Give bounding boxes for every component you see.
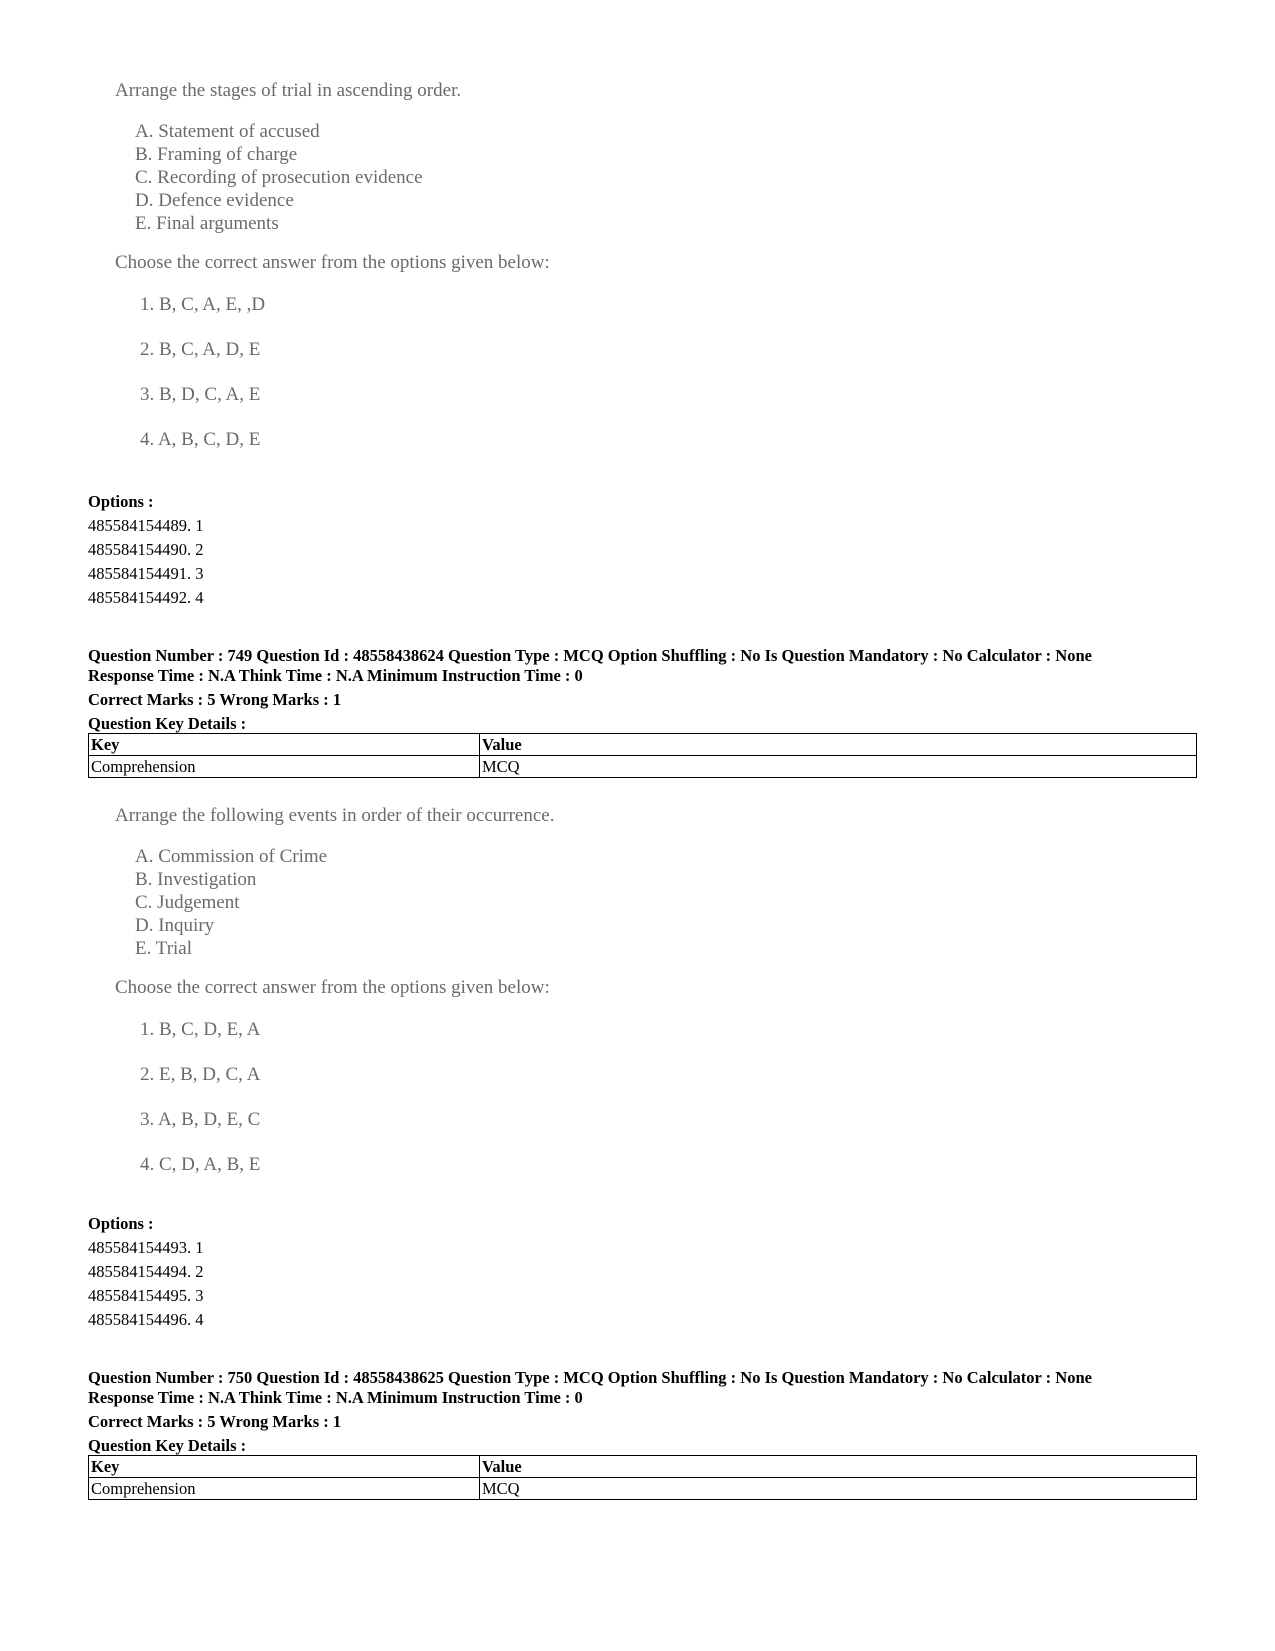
answer-prompt: Choose the correct answer from the options given below: xyxy=(115,252,550,273)
marks-line: Correct Marks : 5 Wrong Marks : 1 xyxy=(88,1412,342,1431)
table-header-key: Key xyxy=(89,734,480,756)
question-749-header xyxy=(88,646,1198,736)
question-meta-line: Question Number : 750 Question Id : 48558438625 Question Type : MCQ Option Shuffling : No Is Question Mandatory : No Calculator : None xyxy=(88,1368,1092,1387)
option-line: 485584154492. 4 xyxy=(88,588,204,607)
table-header-row xyxy=(89,734,1197,756)
option-line: 485584154496. 4 xyxy=(88,1310,204,1329)
choice-item: 2. E, B, D, C, A xyxy=(140,1064,261,1085)
question-key-table xyxy=(88,1455,1197,1500)
table-header-row xyxy=(89,1456,1197,1478)
choice-item: 2. B, C, A, D, E xyxy=(140,339,261,360)
statement-item: E. Trial xyxy=(135,938,193,959)
key-details-label: Question Key Details : xyxy=(88,1436,247,1455)
statement-item: C. Recording of prosecution evidence xyxy=(135,167,423,188)
statement-item: B. Investigation xyxy=(135,869,257,890)
statement-item: E. Final arguments xyxy=(135,213,279,234)
table-header-value: Value xyxy=(480,1456,1197,1478)
option-line: 485584154491. 3 xyxy=(88,564,204,583)
statement-item: A. Statement of accused xyxy=(135,121,320,142)
options-title: Options : xyxy=(88,492,154,511)
question-meta-line: Response Time : N.A Think Time : N.A Minimum Instruction Time : 0 xyxy=(88,666,583,685)
marks-line: Correct Marks : 5 Wrong Marks : 1 xyxy=(88,690,342,709)
table-header-value: Value xyxy=(480,734,1197,756)
statement-item: D. Defence evidence xyxy=(135,190,294,211)
table-header-key: Key xyxy=(89,1456,480,1478)
choice-item: 4. C, D, A, B, E xyxy=(140,1154,261,1175)
question-key-table xyxy=(88,733,1197,778)
statement-list xyxy=(135,845,327,960)
choice-item: 1. B, C, A, E, ,D xyxy=(140,294,266,315)
choice-list xyxy=(140,1018,260,1198)
key-details-label: Question Key Details : xyxy=(88,714,247,733)
choice-item: 1. B, C, D, E, A xyxy=(140,1019,261,1040)
choice-list xyxy=(140,293,265,473)
statement-item: B. Framing of charge xyxy=(135,144,298,165)
statement-item: D. Inquiry xyxy=(135,915,215,936)
question-750-header xyxy=(88,1368,1198,1458)
option-line: 485584154495. 3 xyxy=(88,1286,204,1305)
option-line: 485584154493. 1 xyxy=(88,1238,204,1257)
question-stem: Arrange the following events in order of their occurrence. xyxy=(115,805,555,826)
question-stem: Arrange the stages of trial in ascending order. xyxy=(115,80,462,101)
option-line: 485584154490. 2 xyxy=(88,540,204,559)
question-meta-line: Response Time : N.A Think Time : N.A Minimum Instruction Time : 0 xyxy=(88,1388,583,1407)
choice-item: 3. A, B, D, E, C xyxy=(140,1109,261,1130)
options-title: Options : xyxy=(88,1214,154,1233)
table-cell-key: Comprehension xyxy=(89,1478,480,1500)
option-line: 485584154494. 2 xyxy=(88,1262,204,1281)
statement-item: C. Judgement xyxy=(135,892,240,913)
statement-item: A. Commission of Crime xyxy=(135,846,328,867)
question-meta-line: Question Number : 749 Question Id : 48558438624 Question Type : MCQ Option Shuffling : No Is Question Mandatory : No Calculator : None xyxy=(88,646,1092,665)
choice-item: 3. B, D, C, A, E xyxy=(140,384,261,405)
statement-list xyxy=(135,120,423,235)
table-cell-value: MCQ xyxy=(480,756,1197,778)
table-row xyxy=(89,1478,1197,1500)
choice-item: 4. A, B, C, D, E xyxy=(140,429,261,450)
option-line: 485584154489. 1 xyxy=(88,516,204,535)
options-block xyxy=(88,490,1198,610)
table-cell-value: MCQ xyxy=(480,1478,1197,1500)
answer-prompt: Choose the correct answer from the options given below: xyxy=(115,977,550,998)
options-block xyxy=(88,1212,1198,1332)
table-cell-key: Comprehension xyxy=(89,756,480,778)
table-row xyxy=(89,756,1197,778)
